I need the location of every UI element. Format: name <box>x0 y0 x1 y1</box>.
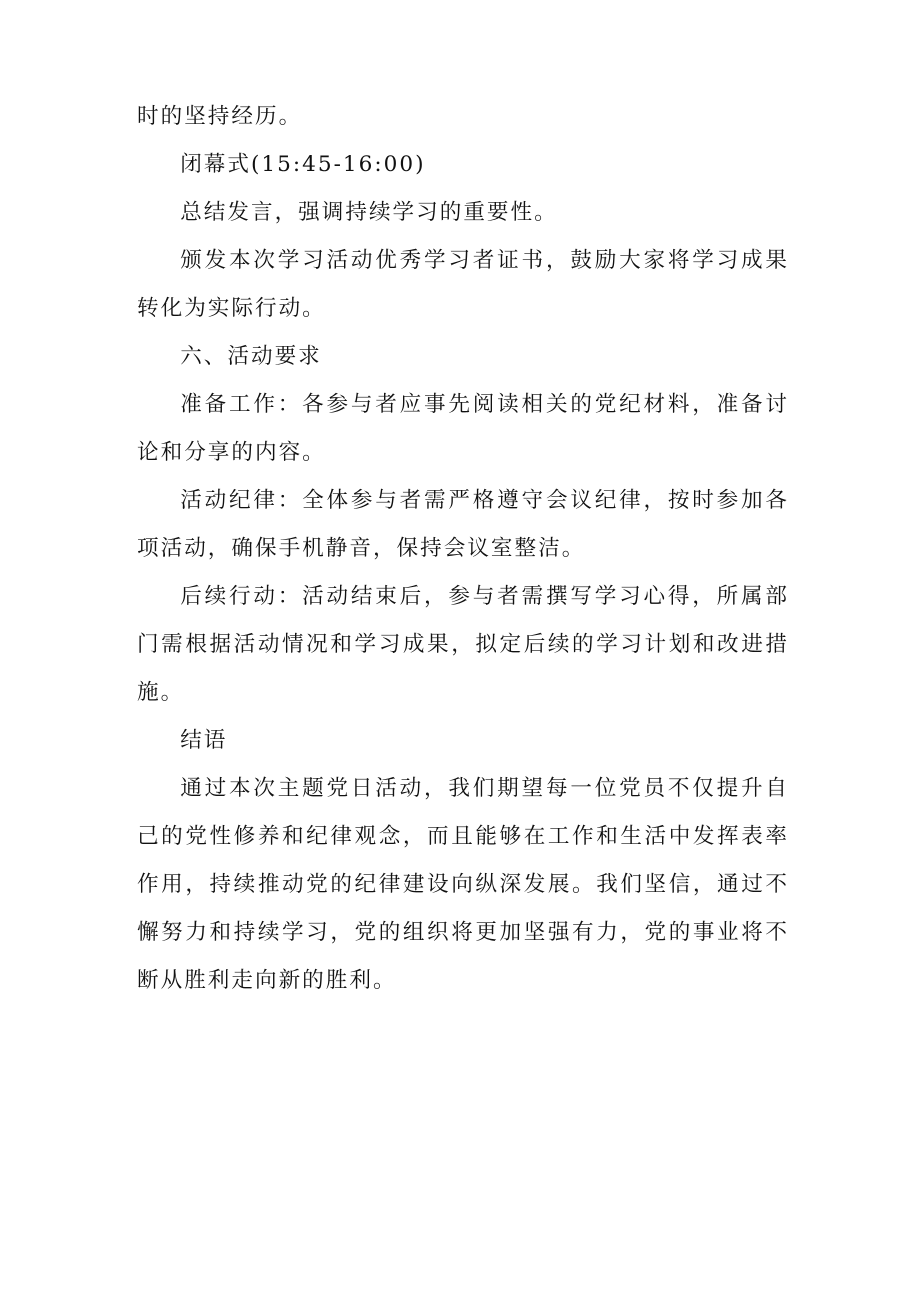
paragraph-certificate-award: 颁发本次学习活动优秀学习者证书，鼓励大家将学习成果转化为实际行动。 <box>137 248 789 321</box>
paragraph-conclusion: 通过本次主题党日活动，我们期望每一位党员不仅提升自己的党性修养和纪律观念，而且能够在工作和生活中发挥表率作用，持续推动党的纪律建设向纵深发展。我们坚信，通过不懈努力和持续学习，党的组织将更加坚强有力，党的事业将不断从胜利走向新的胜利。 <box>137 776 789 993</box>
paragraph-follow-up: 后续行动：活动结束后，参与者需撰写学习心得，所属部门需根据活动情况和学习成果，拟定后续的学习计划和改进措施。 <box>137 584 789 705</box>
paragraph-closing-ceremony-heading: 闭幕式(15:45-16:00) <box>180 152 426 177</box>
paragraph-summary-speech: 总结发言，强调持续学习的重要性。 <box>180 200 558 225</box>
paragraph-continuation: 时的坚持经历。 <box>137 104 303 129</box>
section-heading-requirements: 六、活动要求 <box>180 344 322 369</box>
document-body <box>137 93 789 1005</box>
paragraph-preparation: 准备工作：各参与者应事先阅读相关的党纪材料，准备讨论和分享的内容。 <box>137 392 789 465</box>
section-heading-conclusion: 结语 <box>180 728 228 753</box>
paragraph-discipline: 活动纪律：全体参与者需严格遵守会议纪律，按时参加各项活动，确保手机静音，保持会议室整洁。 <box>137 488 789 561</box>
